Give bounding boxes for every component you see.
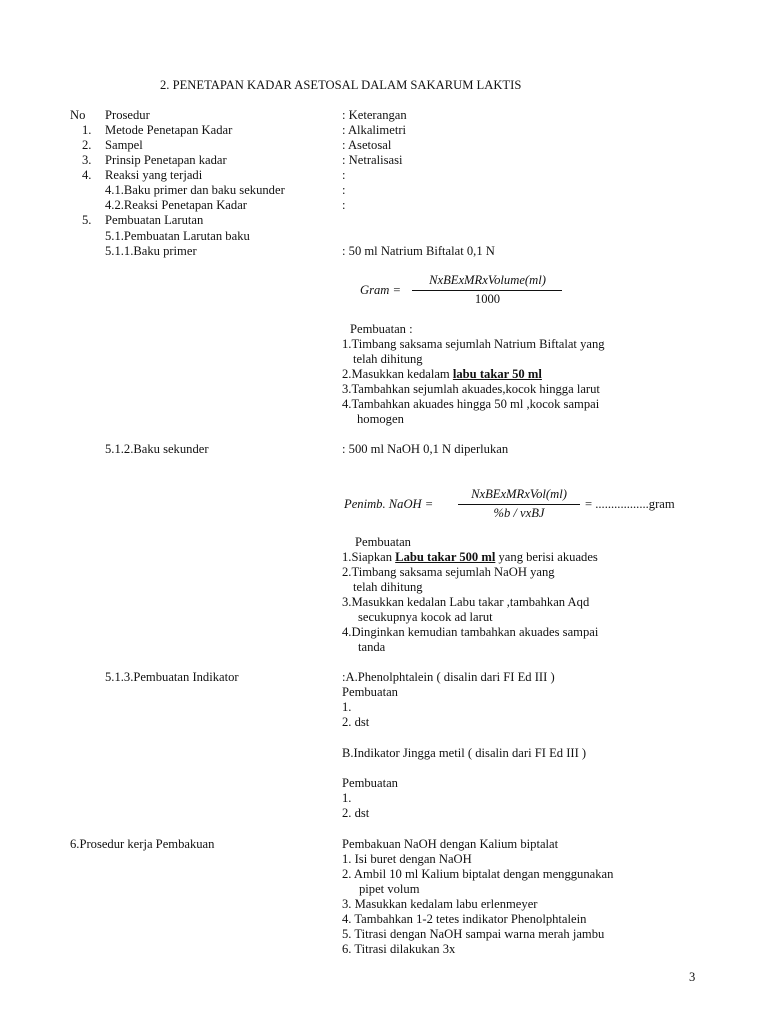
step-prefix: 1.Siapkan (342, 550, 396, 564)
step-suffix: yang berisi akuades (495, 550, 598, 564)
row-value: : 500 ml NaOH 0,1 N diperlukan (342, 442, 509, 456)
row-value: : (342, 183, 346, 197)
fraction-bar (458, 504, 580, 505)
formula-denominator: %b / vxBJ (493, 506, 545, 520)
step-text: 1. (342, 700, 352, 714)
indicator-title: :A.Phenolphtalein ( disalin dari FI Ed III ) (342, 670, 555, 684)
section-heading: Pembuatan (355, 535, 411, 549)
formula-numerator: NxBExMRxVolume(ml) (429, 273, 546, 287)
step-text: 1. (342, 791, 352, 805)
page-title: 2. PENETAPAN KADAR ASETOSAL DALAM SAKARUM LAKTIS (160, 78, 522, 92)
row-label: 5.1.2.Baku sekunder (105, 442, 209, 456)
section-heading: Pembakuan NaOH dengan Kalium biptalat (342, 837, 559, 851)
row-label: 4.2.Reaksi Penetapan Kadar (105, 198, 247, 212)
row-label: Sampel (105, 138, 143, 152)
row-label: 4.1.Baku primer dan baku sekunder (105, 183, 285, 197)
formula-lhs: Gram = (360, 283, 402, 297)
row-label: Reaksi yang terjadi (105, 168, 203, 182)
step-text: 2. dst (342, 715, 370, 729)
emphasis-text: labu takar 50 ml (452, 367, 542, 381)
row-label: 5.1.1.Baku primer (105, 244, 197, 258)
section-heading: Pembuatan (342, 685, 398, 699)
header-keterangan: : Keterangan (342, 108, 407, 122)
row-number: 4. (82, 168, 92, 182)
row-value: : (342, 168, 346, 182)
fraction-bar (412, 290, 562, 291)
page-number: 3 (689, 970, 696, 984)
step-text: 4.Tambahkan akuades hingga 50 ml ,kocok sampai (342, 397, 600, 411)
step-text: 3.Tambahkan sejumlah akuades,kocok hingga larut (342, 382, 600, 396)
section-heading: Pembuatan : (350, 322, 413, 336)
formula-denominator: 1000 (474, 292, 501, 306)
step-text: tanda (358, 640, 386, 654)
indicator-title: B.Indikator Jingga metil ( disalin dari FI Ed III ) (342, 746, 587, 760)
formula-numerator: NxBExMRxVol(ml) (471, 487, 567, 501)
step-text: pipet volum (359, 882, 420, 896)
formula-lhs: Penimb. NaOH = (344, 497, 434, 511)
row-value: : Netralisasi (342, 153, 403, 167)
step-text: telah dihitung (353, 352, 423, 366)
step-text: 3.Masukkan kedalan Labu takar ,tambahkan Aqd (342, 595, 590, 609)
step-text: 1. Isi buret dengan NaOH (342, 852, 472, 866)
row-label: 6.Prosedur kerja Pembakuan (70, 837, 215, 851)
section-heading: Pembuatan (342, 776, 398, 790)
row-number: 3. (82, 153, 92, 167)
step-text (342, 550, 598, 565)
header-prosedur: Prosedur (105, 108, 150, 122)
step-text: telah dihitung (353, 580, 423, 594)
step-text: homogen (357, 412, 404, 426)
row-value: : Alkalimetri (342, 123, 407, 137)
row-value: : 50 ml Natrium Biftalat 0,1 N (342, 244, 495, 258)
step-text: 2.Timbang saksama sejumlah NaOH yang (342, 565, 555, 579)
formula-result: = .................gram (585, 497, 675, 511)
step-text: 2. Ambil 10 ml Kalium biptalat dengan menggunakan (342, 867, 614, 881)
row-label: Prinsip Penetapan kadar (105, 153, 227, 167)
row-label: Metode Penetapan Kadar (105, 123, 233, 137)
row-label: Pembuatan Larutan (105, 213, 204, 227)
row-number: 5. (82, 213, 92, 227)
step-text: 1.Timbang saksama sejumlah Natrium Biftalat yang (342, 337, 605, 351)
step-text: 2. dst (342, 806, 370, 820)
header-no: No (70, 108, 86, 122)
row-number: 2. (82, 138, 92, 152)
step-text: 3. Masukkan kedalam labu erlenmeyer (342, 897, 538, 911)
row-label: 5.1.3.Pembuatan Indikator (105, 670, 239, 684)
step-text: secukupnya kocok ad larut (358, 610, 493, 624)
step-text: 4.Dinginkan kemudian tambahkan akuades sampai (342, 625, 599, 639)
emphasis-text: Labu takar 500 ml (395, 550, 496, 564)
step-text (342, 367, 542, 382)
step-text: 6. Titrasi dilakukan 3x (342, 942, 456, 956)
row-value: : (342, 198, 346, 212)
row-number: 1. (82, 123, 92, 137)
step-prefix: 2.Masukkan kedalam (342, 367, 453, 381)
step-text: 4. Tambahkan 1-2 tetes indikator Phenolphtalein (342, 912, 587, 926)
row-value: : Asetosal (342, 138, 392, 152)
step-text: 5. Titrasi dengan NaOH sampai warna merah jambu (342, 927, 605, 941)
row-label: 5.1.Pembuatan Larutan baku (105, 229, 250, 243)
